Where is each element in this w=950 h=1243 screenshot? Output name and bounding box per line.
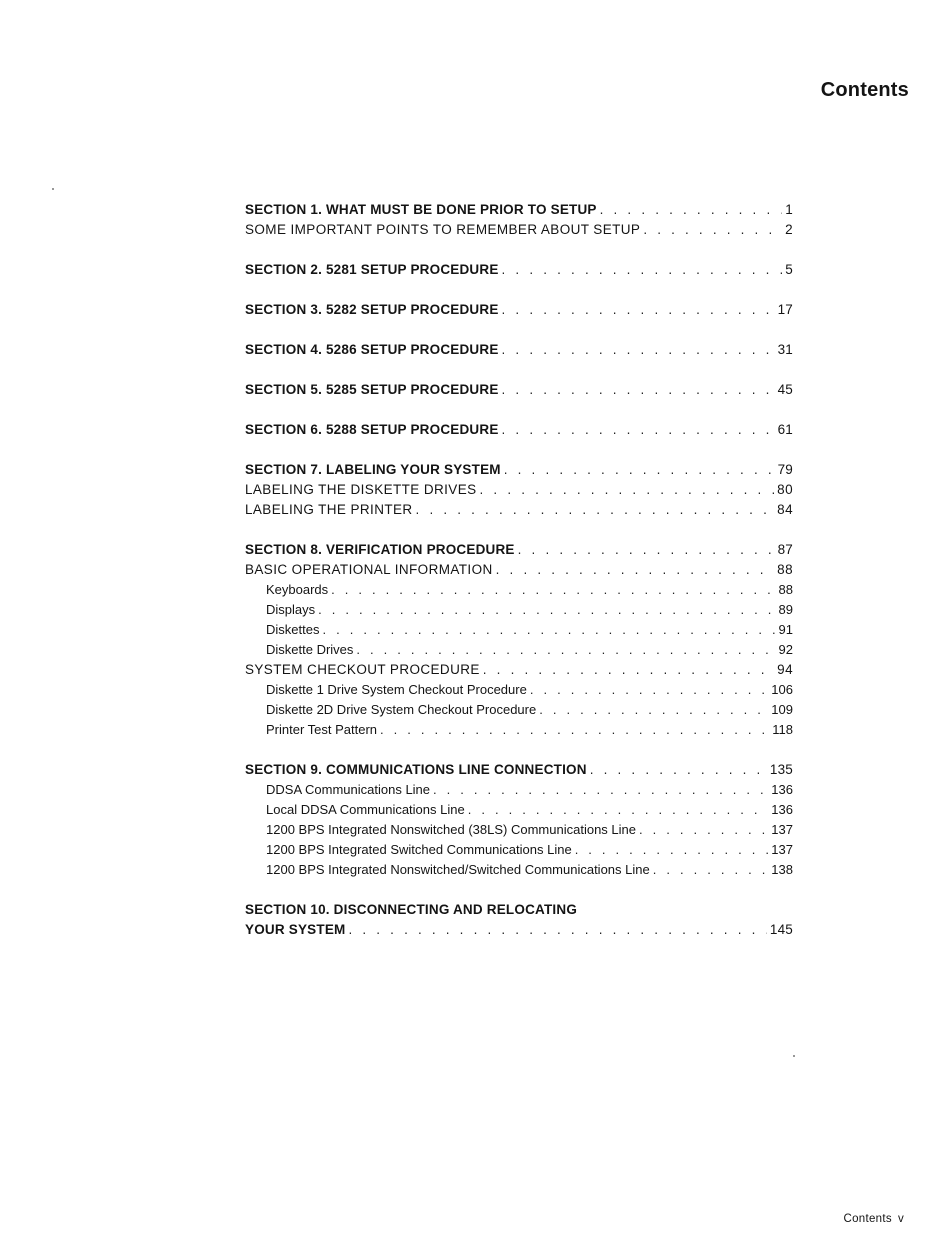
toc-page-number: 79 <box>777 462 793 477</box>
toc-page-number: 136 <box>771 782 793 797</box>
toc-entry-title: Diskette Drives <box>266 642 354 657</box>
toc-entry-title: Diskette 2D Drive System Checkout Procedure <box>266 702 537 717</box>
toc-page-number: 94 <box>777 662 793 677</box>
toc-group <box>245 540 793 740</box>
toc-group <box>245 420 793 440</box>
toc-page-number: 31 <box>777 342 793 357</box>
toc-page-number: 118 <box>772 722 793 737</box>
toc-section-entry <box>245 420 793 440</box>
toc-section-entry <box>245 920 793 940</box>
toc-section-entry <box>245 340 793 360</box>
toc-entry-title: Diskette 1 Drive System Checkout Procedure <box>266 682 527 697</box>
toc-page-number: 137 <box>771 842 793 857</box>
dot-leader <box>483 660 774 680</box>
toc-entry-title: Diskettes <box>266 622 320 637</box>
page-footer <box>844 1213 905 1225</box>
toc-topic-entry <box>245 480 793 500</box>
dot-leader <box>575 840 769 860</box>
dot-leader <box>653 860 769 880</box>
toc-entry-title: SOME IMPORTANT POINTS TO REMEMBER ABOUT SETUP <box>245 222 641 237</box>
dot-leader <box>468 800 769 820</box>
toc-subtopic-entry <box>245 680 793 700</box>
toc-subtopic-entry <box>245 820 793 840</box>
toc-section-entry <box>245 200 793 220</box>
dot-leader <box>590 760 767 780</box>
dot-leader <box>502 340 775 360</box>
toc-group <box>245 380 793 400</box>
dot-leader <box>539 700 768 720</box>
toc-page-number: 89 <box>778 602 793 617</box>
toc-subtopic-entry <box>245 640 793 660</box>
toc-subtopic-entry <box>245 580 793 600</box>
toc-page-number: 84 <box>777 502 793 517</box>
toc-entry-title: SECTION 3. 5282 SETUP PROCEDURE <box>245 302 499 317</box>
toc-section-entry <box>245 760 793 780</box>
toc-subtopic-entry <box>245 780 793 800</box>
toc-section-entry <box>245 300 793 320</box>
scan-speck <box>52 188 54 190</box>
toc-page-number: 17 <box>777 302 793 317</box>
toc-page-number: 87 <box>777 542 793 557</box>
dot-leader <box>518 540 775 560</box>
toc-subtopic-entry <box>245 800 793 820</box>
dot-leader <box>643 220 782 240</box>
toc-topic-entry <box>245 500 793 520</box>
toc-topic-entry <box>245 660 793 680</box>
toc-entry-title: SECTION 1. WHAT MUST BE DONE PRIOR TO SETUP <box>245 202 597 217</box>
toc-page-number: 45 <box>777 382 793 397</box>
toc-entry-title: 1200 BPS Integrated Nonswitched (38LS) Communications Line <box>266 822 636 837</box>
toc-section-entry <box>245 460 793 480</box>
toc-entry-title: LABELING THE DISKETTE DRIVES <box>245 482 477 497</box>
dot-leader <box>416 500 775 520</box>
toc-group <box>245 300 793 320</box>
toc-section-entry <box>245 540 793 560</box>
dot-leader <box>480 480 775 500</box>
toc-entry-title: Local DDSA Communications Line <box>266 802 465 817</box>
toc-section-entry <box>245 900 793 920</box>
toc-subtopic-entry <box>245 860 793 880</box>
toc-page-number: 109 <box>771 702 793 717</box>
dot-leader <box>502 380 775 400</box>
toc-subtopic-entry <box>245 700 793 720</box>
toc-page-number: 2 <box>785 222 793 237</box>
toc-subtopic-entry <box>245 840 793 860</box>
toc-entry-title: SECTION 2. 5281 SETUP PROCEDURE <box>245 262 499 277</box>
toc-page-number: 80 <box>777 482 793 497</box>
toc-entry-title: LABELING THE PRINTER <box>245 502 413 517</box>
dot-leader <box>348 920 766 940</box>
toc-group <box>245 460 793 520</box>
footer-label: Contents <box>843 1213 892 1225</box>
toc-entry-title: SYSTEM CHECKOUT PROCEDURE <box>245 662 480 677</box>
toc-entry-title: BASIC OPERATIONAL INFORMATION <box>245 562 493 577</box>
toc-group <box>245 260 793 280</box>
toc-entry-title: YOUR SYSTEM <box>245 922 346 937</box>
toc-section-entry <box>245 260 793 280</box>
toc-entry-title: SECTION 9. COMMUNICATIONS LINE CONNECTION <box>245 762 587 777</box>
dot-leader <box>356 640 775 660</box>
toc-page-number: 88 <box>777 562 793 577</box>
toc-page-number: 145 <box>769 922 793 937</box>
toc-page-number: 135 <box>769 762 793 777</box>
toc-page-number: 5 <box>785 262 793 277</box>
scan-speck <box>793 1055 795 1057</box>
toc-page-number: 136 <box>771 802 793 817</box>
toc-group <box>245 900 793 940</box>
toc-topic-entry <box>245 560 793 580</box>
toc-page-number: 61 <box>777 422 793 437</box>
toc-entry-title: 1200 BPS Integrated Nonswitched/Switched Communications Line <box>266 862 650 877</box>
toc-subtopic-entry <box>245 720 793 740</box>
dot-leader <box>380 720 769 740</box>
toc-section-entry <box>245 380 793 400</box>
toc-topic-entry <box>245 220 793 240</box>
toc-entry-title: SECTION 4. 5286 SETUP PROCEDURE <box>245 342 499 357</box>
toc-entry-title: Printer Test Pattern <box>266 722 378 737</box>
dot-leader <box>331 580 775 600</box>
toc-entry-title: Displays <box>266 602 316 617</box>
toc-page-number: 1 <box>785 202 793 217</box>
dot-leader <box>600 200 783 220</box>
toc-subtopic-entry <box>245 600 793 620</box>
toc-entry-title: SECTION 10. DISCONNECTING AND RELOCATING <box>245 902 578 917</box>
dot-leader <box>530 680 768 700</box>
toc-entry-title: DDSA Communications Line <box>266 782 431 797</box>
toc-group <box>245 760 793 880</box>
dot-leader <box>322 620 775 640</box>
toc-entry-title: 1200 BPS Integrated Switched Communications Line <box>266 842 572 857</box>
dot-leader <box>639 820 768 840</box>
dot-leader <box>502 300 775 320</box>
dot-leader <box>502 420 775 440</box>
toc-group <box>245 200 793 240</box>
toc-entry-title: SECTION 8. VERIFICATION PROCEDURE <box>245 542 515 557</box>
dot-leader <box>433 780 768 800</box>
toc-entry-title: SECTION 5. 5285 SETUP PROCEDURE <box>245 382 499 397</box>
dot-leader <box>502 260 783 280</box>
toc-entry-title: SECTION 6. 5288 SETUP PROCEDURE <box>245 422 499 437</box>
toc-page-number: 88 <box>778 582 793 597</box>
toc-subtopic-entry <box>245 620 793 640</box>
dot-leader <box>504 460 775 480</box>
toc-group <box>245 340 793 360</box>
footer-page-number: v <box>897 1213 904 1225</box>
table-of-contents <box>245 200 793 960</box>
page-title: Contents <box>820 79 909 101</box>
toc-entry-title: SECTION 7. LABELING YOUR SYSTEM <box>245 462 501 477</box>
dot-leader <box>318 600 775 620</box>
toc-page-number: 106 <box>771 682 793 697</box>
toc-page-number: 92 <box>778 642 793 657</box>
dot-leader <box>496 560 775 580</box>
toc-page-number: 138 <box>771 862 793 877</box>
toc-entry-title: Keyboards <box>266 582 329 597</box>
toc-page-number: 91 <box>778 622 793 637</box>
toc-page-number: 137 <box>771 822 793 837</box>
